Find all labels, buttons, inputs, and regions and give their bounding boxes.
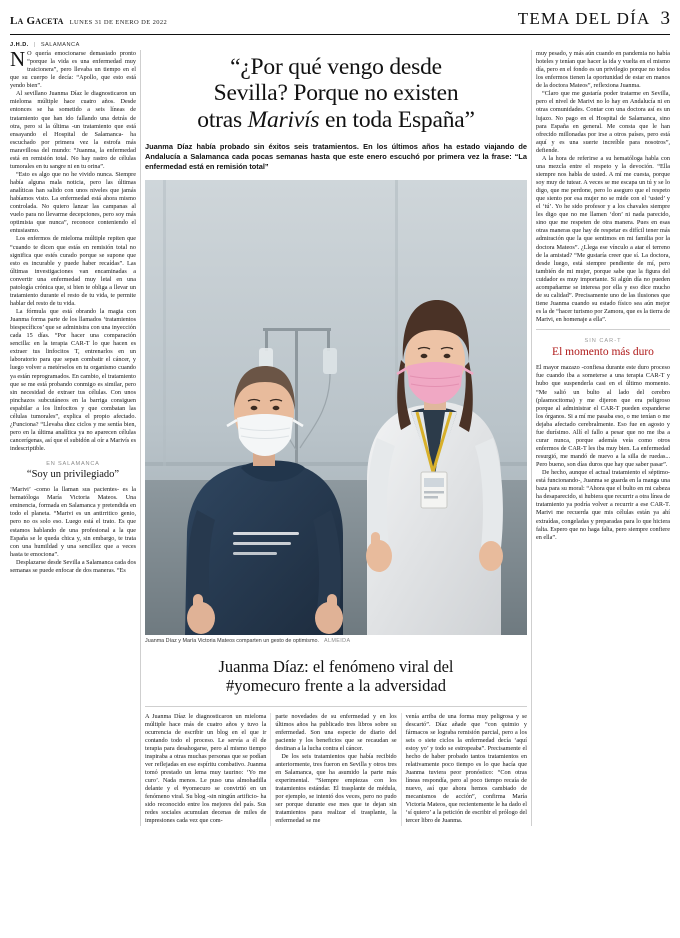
left-paragraph-1: Al sevillano Juanma Díaz le diagnosticaron un mieloma múltiple hace cuatro años. Desde entonces se ha sometido a seis líneas de tratamiento que han ido fallando una detrás de otra, pero si la última -un tratamiento que está ensayando el Hospital de Salamanca- ha escuchado por primera vez la estrofa más maravillosa del mundo: “Juanma, la enfermedad está en remisión total. No hay rastro de células tumorales en tu sangre ni en tu orina”. <box>10 90 136 170</box>
publication-logo: La Gaceta <box>10 15 64 27</box>
left-section-heading: “Soy un privilegiado” <box>26 469 120 481</box>
left-paragraph-2: “Esto es algo que no he vivido nunca. Siempre había alguna mala noticia, pero las últimas analíticas han salido con unos niveles que jamás habíamos visto. La enfermedad está ahora mismo controlada. No quiero lanzar las campanas al vuelo para no llevarme decepciones, pero soy más optimista que nunca”, reconoce conteniendo el entusiasmo. <box>10 170 136 235</box>
photo-credit: ALMEIDA <box>323 637 351 644</box>
issue-date: LUNES 31 DE ENERO DE 2022 <box>69 19 168 26</box>
photo-illustration <box>145 180 527 635</box>
left-paragraph-6: Desplazarse desde Sevilla a Salamanca cada dos semanas se puede enfocar de dos maneras. “Es <box>10 558 136 574</box>
center-bottom-paragraph-2: parte novedades de su enfermedad y en los últimos años ha publicado tres libros sobre su enfermedad. Son una especie de diario del paciente y los beneficios que se recaudan se destinan a la lucha contra el cáncer. <box>275 712 397 752</box>
center-bottom-col-2 <box>275 713 396 826</box>
right-column <box>536 50 670 826</box>
photo-caption <box>145 638 527 644</box>
sub-headline-line-2: #yomecuro frente a la adversidad <box>226 676 446 696</box>
left-paragraph-5: ‘Marivi’ -como la llaman sus pacientes- es la hematóloga María Victoria Mateos. Una eminencia, formada en Salamanca y pretendida en todo el planeta. “Marivi es un antirritico genio, pero no os solo eso. Luego está el trato. Es que estamos hablando de una profesional a la que España se le queda chica y, sin embargo, te trata con una humildad y una sencillez que a veces hasta te emociona”. <box>10 486 136 558</box>
column-divider-right <box>531 50 532 826</box>
byline-place: SALAMANCA <box>40 42 80 48</box>
masthead-right <box>518 8 670 30</box>
article-grid <box>10 47 671 826</box>
headline-line-3-pre: otras <box>197 106 248 133</box>
section-title: TEMA DEL DÍA <box>517 9 651 28</box>
left-paragraph-4: La fórmula que está obrando la magia con Juanma forma parte de los llamados ‘tratamientos biespecíficos’ que se administra con una inyección cada 15 días. “Por hacer una comparación sencilla: en la terapia CAR-T lo que hacen es extraer tus linfocitos T, entrenarlos en un laboratorio para que sepan combatir el cáncer, y luego volver a metérselos en tu organismo cuando ya están reprogramados. En cambio, el tratamiento que se me está probando conmigo es similar, pero sin necesidad de extraer tus células. Con unos pinchazos subcutáneos en la barriga consiguen espabilar a los linfocitos y que combatan las células tumorales”, explica el propio afectado. ¿Funciona? “Llevaba diez ciclos y me sentía bien, pero en la última analítica ya no aparecen células cancerígenas, así que el subidón al oír a Marivís es indescriptible. <box>10 308 136 453</box>
divider-below-subhead <box>145 706 527 707</box>
center-bottom-paragraph-3: De los seis tratamientos que había recibido anteriormente, tres fueron en Sevilla y otros tres en Salamanca, que ha asumido la parte más experimental. “Siempre empiezas con los tratamientos estándar. El trasplante de médula, por ejemplo, se intentó dos veces, pero no pudo ser porque durante ese mes que te dejan sin tratamientos para realizar el trasplante, la enfermedad se me <box>275 752 397 825</box>
headline-line-3-emphasis: Marivís <box>247 106 320 133</box>
center-bottom-columns <box>145 713 527 826</box>
drop-cap: N <box>10 47 26 71</box>
center-bottom-col-3 <box>406 713 527 826</box>
left-paragraph-0-text: O quería emocionarse demasiado pronto “porque la vida es una enfermedad muy traicionera”, pero llevaba un tiempo en el que su cuerpo le decía: “Apollo, que esto está yendo bien”. <box>10 50 136 90</box>
left-paragraph-3: Los enfermos de mieloma múltiple repiten que “cuando te dicen que estás en remisión total no significa que estés curado porque se supone que esto es incurable y puede haber recaídas”. Las últimas investigaciones van encaminadas a convertir una enfermedad muy letal en una patología crónica que, si bien te obliga a llevar un tratamiento durante el resto de tu vida, te permite hablar del resto de tu vida. <box>10 235 136 307</box>
right-paragraph-3: A la hora de referirse a su hematóloga habla con una mezcla entre el respeto y la devoción. “Ella siempre nos habla de usted. A mí me cuesta, porque soy muy de tutear. A veces se me escapa un tú y se lo digo, que me perdone, pero lo aseguro que el respeto que siento por esa mujer no se mide con el ‘usted’ y el ‘tú’. Yo he sido profesor y a los chavales siempre les digo que no me llamen ‘don’ ni nada parecido, sino que me respeten de otra manera. Pues en esas otras maneras que hay de respetar es difícil tener más admiración que la que sentimos en mi familia por la doctora Mateos”. ¿Llega ese vínculo a atar el terreno de la amistad? “Me gustaría creer que sí. La doctora, desde luego, está siempre pendiente de mí, pero también de mi mujer, porque sabe que la figura del cuidador es muy importante. Si algún día no pueden acompañarme se interesa por ella y eso dice mucho de su calidad”. Precisamente uno de las ilusiones que tiene Juanma cuando su estado físico sea aún mejor es la de “hacer turismo por Zamora, que es la tierra de Marivi, en homenaje a ella”. <box>536 154 671 324</box>
right-section-heading: El momento más duro <box>552 346 654 359</box>
sub-headline-line-1: Juanma Díaz: el fenómeno viral del <box>218 656 454 676</box>
page-number: 3 <box>660 8 670 29</box>
center-bottom-col-1 <box>145 713 266 826</box>
center-column <box>145 50 527 826</box>
standfirst: Juanma Díaz había probado sin éxitos seis tratamientos. En los últimos años ha estado viajando de Andalucía a Salamanca cada pocas semanas hasta que este enero escuchó por primera vez la frase: “La enfermedad está en remisión total” <box>145 141 527 171</box>
right-paragraph-1: muy pesado, y más aún cuando en pandemia no había hoteles y tenían que hacer la ida y vuelta en el mismo día, pero en el fondo es un privilegio porque no todos los enfermos tienen la oportunidad de estar en manos de la doctora Mateos”, reflexiona Juanma. <box>536 50 670 90</box>
left-section-kicker: EN SALAMANCA <box>46 461 100 468</box>
right-paragraph-4: El mayor mazazo -confiesa durante este duro proceso fue cuando iba a someterse a una terapia CAR-T y hubo que suspenderla casi en el último momento. “Me salió un bulto al lado del cerebro (plasmocitoma) y me dijeron que era peligroso porque al administrar el CAR-T pueden expanderse los órganos. Si a mí me pasaba eso, o me tenían o me dejaba afectado cerebralmente. Eso fue en agosto y fue durísimo. Allí el fallo a pesar que no me iba a curar nunca, porque además veía como otros enfermos de CAR-T les iba muy bien. La enfermedad resurgió, me mandó de nuevo a la silla de ruedas... Pero bueno, son días duros que hay que saber pasar”. <box>536 364 670 469</box>
divider-above-kicker <box>536 329 670 330</box>
center-bottom-paragraph-1: A Juanma Díaz le diagnosticaron un mieloma múltiple hace más de cuatro años y tuvo la ocurrencia de escribir un blog en el que ir contando todo el proceso. Le servía a él de terapia para desahogarse, pero al mismo tiempo inspiraba a otras muchas personas que se podían ver reflejadas en ese espíritu combativo. Juanma tomó prestado un lema muy taurino: ‘Yo me curo’. Nada menos. Le puso una almohadilla delante y el #yomecuro se convirtió en un fenómeno viral. Su blog -sin ningún artificio- ha sido reconocido entre los mejores del país. Sus redes sociales acumulan decenas de miles de impresiones cada vez que com- <box>145 712 267 825</box>
left-column <box>10 47 136 826</box>
masthead-left <box>10 15 167 27</box>
sub-headline <box>145 657 527 696</box>
photo-block <box>145 180 527 644</box>
headline-line-3-post: en toda España” <box>319 106 475 133</box>
right-paragraph-5: De hecho, aunque el actual tratamiento el séptimo- está funcionando-, Juanma se guarda en la manga una baza para su moral: “Ahora que el bulto en mi cabeza ha desaparecido, si hubiera que recurrir a otra línea de tratamiento ya podría volver a recurrir a ese CAR-T. Marivi me recuerda que mis células están ya ahí extraídas, congeladas y preparadas para lo que hiciera falta. Espero que no haga falta, pero siempre confiere en ella”. <box>536 469 670 541</box>
byline-author: J.H.D. <box>10 42 29 48</box>
headline-line-1: “¿Por qué vengo desde <box>230 54 442 80</box>
headline <box>145 54 527 133</box>
center-bottom-paragraph-4: venía arriba de una forma muy peligrosa y se descartó”. Díaz añade que “con quimio y fármacos se lograba remisión parcial, pero a los seis o siete ciclos la enfermedad decía ‘aquí estoy yo’ y todo se estropeaba”. Precisamente el hecho de haber probado tantos tratamientos en relativamente poco tiempo es lo que hacía que Juanma tuviera peor pronóstico: “Con otras líneas respondía, pero al poco tiempo recaía de nuevo, así que ahora hemos cambiado de mecanismos de acción”, confirma María Victoria Mateos, que recientemente le ha dado el ‘sí quiero’ a la petición de escribir el prólogo del tercer libro de Juanma. <box>405 712 527 825</box>
byline-separator: | <box>33 42 36 48</box>
column-divider-left <box>140 50 141 826</box>
masthead <box>10 8 670 35</box>
photo-caption-text: Juanma Díaz y María Victoria Mateos comparten un gesto de optimismo. <box>145 637 319 644</box>
left-paragraph-0 <box>10 47 136 90</box>
right-section-kicker: SIN CAR-T <box>584 338 622 345</box>
byline <box>10 42 136 48</box>
article-photo <box>145 180 527 635</box>
headline-line-2: Sevilla? Porque no existen <box>213 80 459 107</box>
right-paragraph-2: “Claro que me gustaría poder tratarme en Sevilla, pero el nivel de Marivi no lo hay en Andalucía ni en otras comunidades. Contar con una doctora así es un lujazo. No pago en el Hospital de Salamanca, sino para España en general. Me consta que le han ofrecido millonadas por irse a otros países, pero está aquí y es una suerte increíble para nosotros”, defiende. <box>536 90 670 154</box>
